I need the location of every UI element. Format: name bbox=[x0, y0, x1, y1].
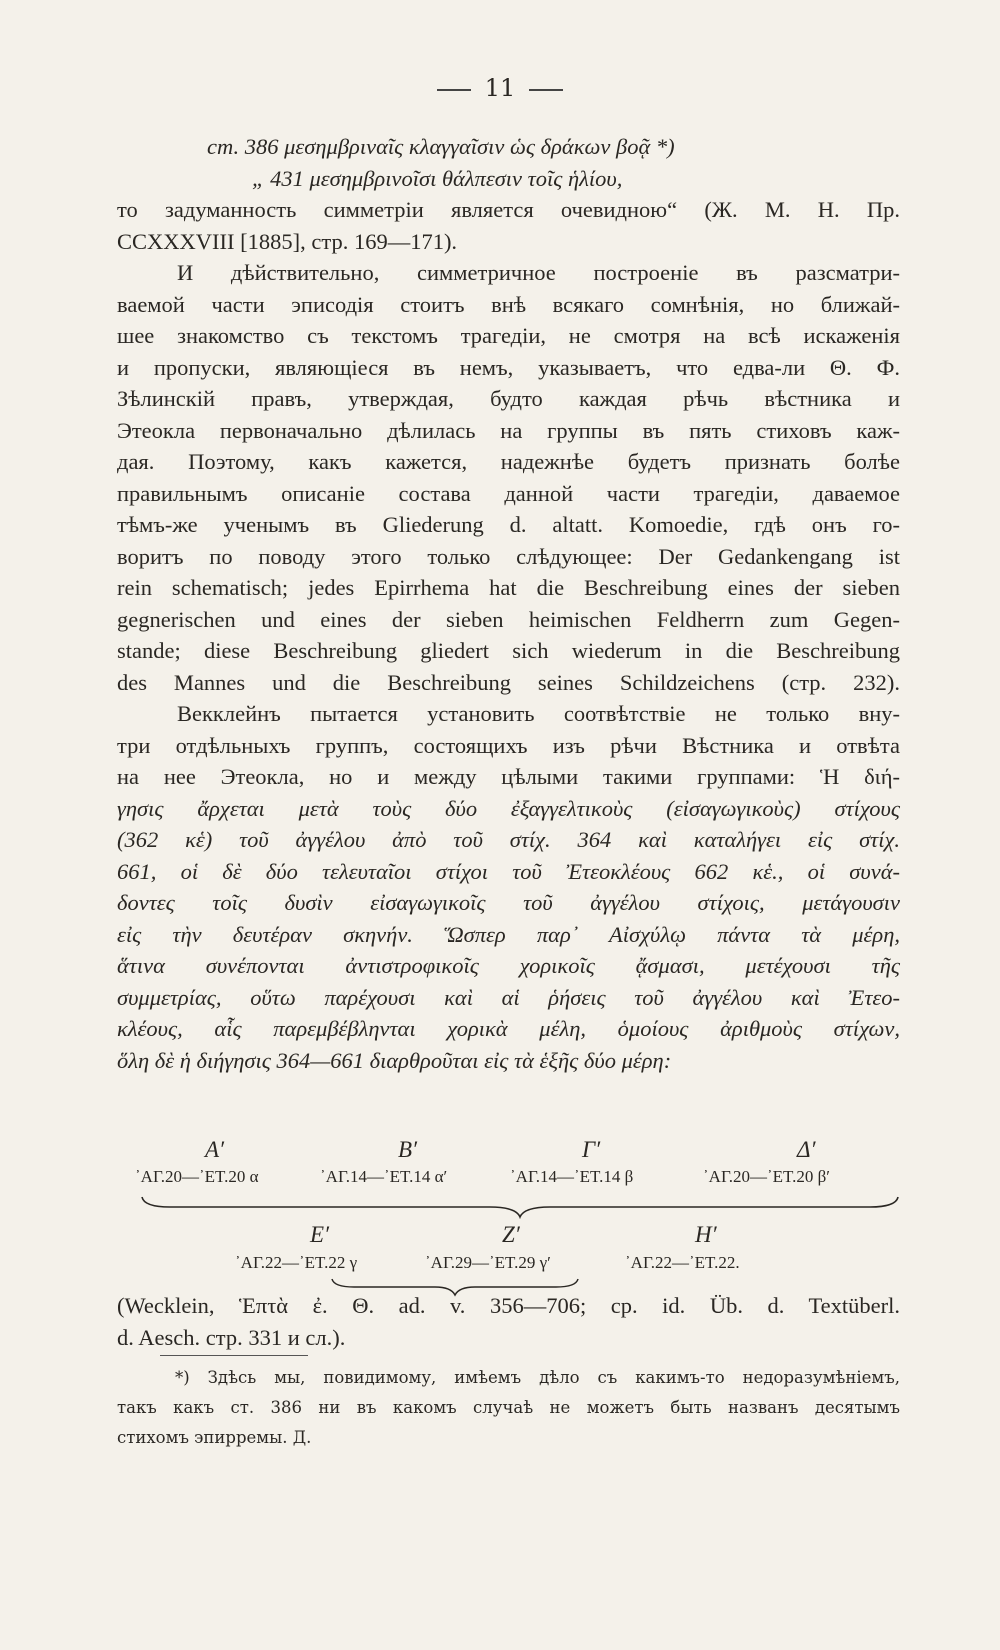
text-line: ст. 386 μεσημβριναῖς κλαγγαῖσιν ὡς δράκων βοᾷ *) bbox=[207, 134, 675, 159]
text-line: συμμετρίας, οὕτω παρέχουσι καὶ αἱ ῥήσεις τοῦ ἀγγέλου καὶ Ἐτεο- bbox=[117, 984, 900, 1010]
text-line: gegnerischen und eines der sieben heimischen Feldherrn zum Gegen- bbox=[117, 606, 900, 632]
text-line: ὅλη δὲ ἡ διήγησις 364—661 διαρθροῦται εἰς τὰ ἑξῆς δύο μέρη: bbox=[117, 1047, 672, 1073]
scheme-label: Β′ bbox=[398, 1137, 418, 1162]
text-line: правильнымъ описаніе состава данной части трагедіи, даваемое bbox=[117, 480, 900, 506]
scheme-cell: ᾽ΑΓ.14—᾽ΕΤ.14 α′ bbox=[320, 1167, 448, 1186]
text-line: εἰς τὴν δευτέραν σκηνήν. Ὥσπερ παρ᾽ Αἰσχύλῳ πάντα τὰ μέρη, bbox=[117, 921, 900, 947]
scheme-cell: ᾽ΑΓ.20—᾽ΕΤ.20 β′ bbox=[703, 1167, 831, 1186]
text-line: κλέους, αἷς παρεμβέβληνται χορικὰ μέλη, ὁμοίους ἀριθμοὺς στίχων, bbox=[117, 1016, 900, 1041]
text-line: d. Aesch. стр. 331 и сл.). bbox=[117, 1324, 346, 1350]
scheme-label: Η′ bbox=[695, 1222, 717, 1247]
scheme-label: Ζ′ bbox=[502, 1222, 520, 1247]
text-line: CCXXXVIII [1885], стр. 169—171). bbox=[117, 228, 458, 254]
text-line: дая. Поэтому, какъ кажется, надежнѣе будетъ признать болѣе bbox=[117, 449, 900, 474]
text-line: И дѣйствительно, симметричное построеніе въ разсматри- bbox=[177, 260, 900, 285]
text-line: (362 κἑ) τοῦ ἀγγέλου ἀπὸ τοῦ στίχ. 364 καὶ καταλήγει εἰς στίχ. bbox=[117, 827, 900, 852]
scheme-label: Δ′ bbox=[797, 1137, 816, 1162]
text-line: и пропуски, являющіеся въ немъ, указываетъ, что едва-ли Θ. Ф. bbox=[117, 354, 900, 380]
text-line: δοντες τοῖς δυσὶν εἰσαγωγικοῖς τοῦ ἀγγέλου στίχοις, μετάγουσιν bbox=[117, 890, 900, 915]
text-line: rein schematisch; jedes Epirrhema hat die Beschreibung eines der sieben bbox=[117, 575, 900, 600]
curly-brace bbox=[140, 1195, 900, 1219]
scheme-label: Ε′ bbox=[310, 1222, 330, 1247]
text-line: „ 431 μεσημβρινοῖσι θάλπεσιν τοῖς ἡλίου, bbox=[252, 165, 623, 191]
scheme-label: Γ′ bbox=[582, 1137, 601, 1162]
text-line: три отдѣльныхъ группъ, состоящихъ изъ рѣчи Вѣстника и отвѣта bbox=[117, 732, 900, 758]
text-line: Векклейнъ пытается установить соотвѣтствіе не только вну- bbox=[177, 701, 900, 726]
text-line: (Wecklein, Ἑπτὰ ἐ. Θ. ad. v. 356—706; cp. id. Üb. d. Textüberl. bbox=[117, 1293, 900, 1318]
text-line: γησις ἄρχεται μετὰ τοὺς δύο ἐξαγγελτικοὺς (εἰσαγωγικοὺς) στίχους bbox=[117, 795, 900, 821]
text-line: des Mannes und die Beschreibung seines Schildzeichens (стр. 232). bbox=[117, 669, 900, 695]
text-line: 661, οἱ δὲ δύο τελευταῖοι στίχοι τοῦ Ἐτεοκλέους 662 κἑ., οἱ συνά- bbox=[117, 858, 900, 884]
scheme-cell: ᾽ΑΓ.14—᾽ΕΤ.14 β bbox=[510, 1167, 634, 1186]
text-line: воритъ по поводу этого только слѣдующее: Der Gedankengang ist bbox=[117, 543, 900, 569]
scheme-cell: ᾽ΑΓ.22—᾽ΕΤ.22. bbox=[625, 1253, 740, 1272]
text-line: тѣмъ-же ученымъ въ Gliederung d. altatt. Komoedie, гдѣ онъ го- bbox=[117, 512, 900, 537]
text-line: шее знакомство съ текстомъ трагедіи, не смотря на всѣ искаженія bbox=[117, 323, 900, 348]
text-line: Зѣлинскій правъ, утверждая, будто каждая рѣчь вѣстника и bbox=[117, 386, 900, 411]
footnote-rule bbox=[160, 1355, 308, 1356]
scheme-cell: ᾽ΑΓ.20—᾽ΕΤ.20 α bbox=[135, 1167, 259, 1186]
text-line: то задуманность симметріи является очевидною“ (Ж. М. Н. Пр. bbox=[117, 197, 900, 222]
page-number: 11 bbox=[0, 74, 1000, 102]
dash-left bbox=[437, 89, 471, 91]
footnote-line: такъ какъ ст. 386 ни въ какомъ случаѣ не можетъ быть названъ десятымъ bbox=[117, 1398, 900, 1417]
text-line: Этеокла первоначально дѣлилась на группы въ пять стиховъ каж- bbox=[117, 417, 900, 443]
footnote-line: *) Здѣсь мы, повидимому, имѣемъ дѣло съ какимъ-то недоразумѣніемъ, bbox=[175, 1368, 900, 1387]
scheme-label: Α′ bbox=[205, 1137, 225, 1162]
text-line: ваемой части эписодія стоитъ внѣ всякаго сомнѣнія, но ближай- bbox=[117, 291, 900, 317]
text-line: ἅτινα συνέπονται ἀντιστροφικοῖς χορικοῖς ᾄσμασι, μετέχουσι τῆς bbox=[117, 953, 900, 978]
footnote-line: стихомъ эпирремы. Д. bbox=[117, 1428, 312, 1447]
text-line: stande; diese Beschreibung gliedert sich wiederum in die Beschreibung bbox=[117, 638, 900, 663]
dash-right bbox=[529, 89, 563, 91]
scheme-cell: ᾽ΑΓ.29—᾽ΕΤ.29 γ′ bbox=[425, 1253, 551, 1272]
scheme-cell: ᾽ΑΓ.22—᾽ΕΤ.22 γ bbox=[235, 1253, 358, 1272]
text-line: на нее Этеокла, но и между цѣлыми такими группами: Ἡ διή- bbox=[117, 764, 900, 789]
